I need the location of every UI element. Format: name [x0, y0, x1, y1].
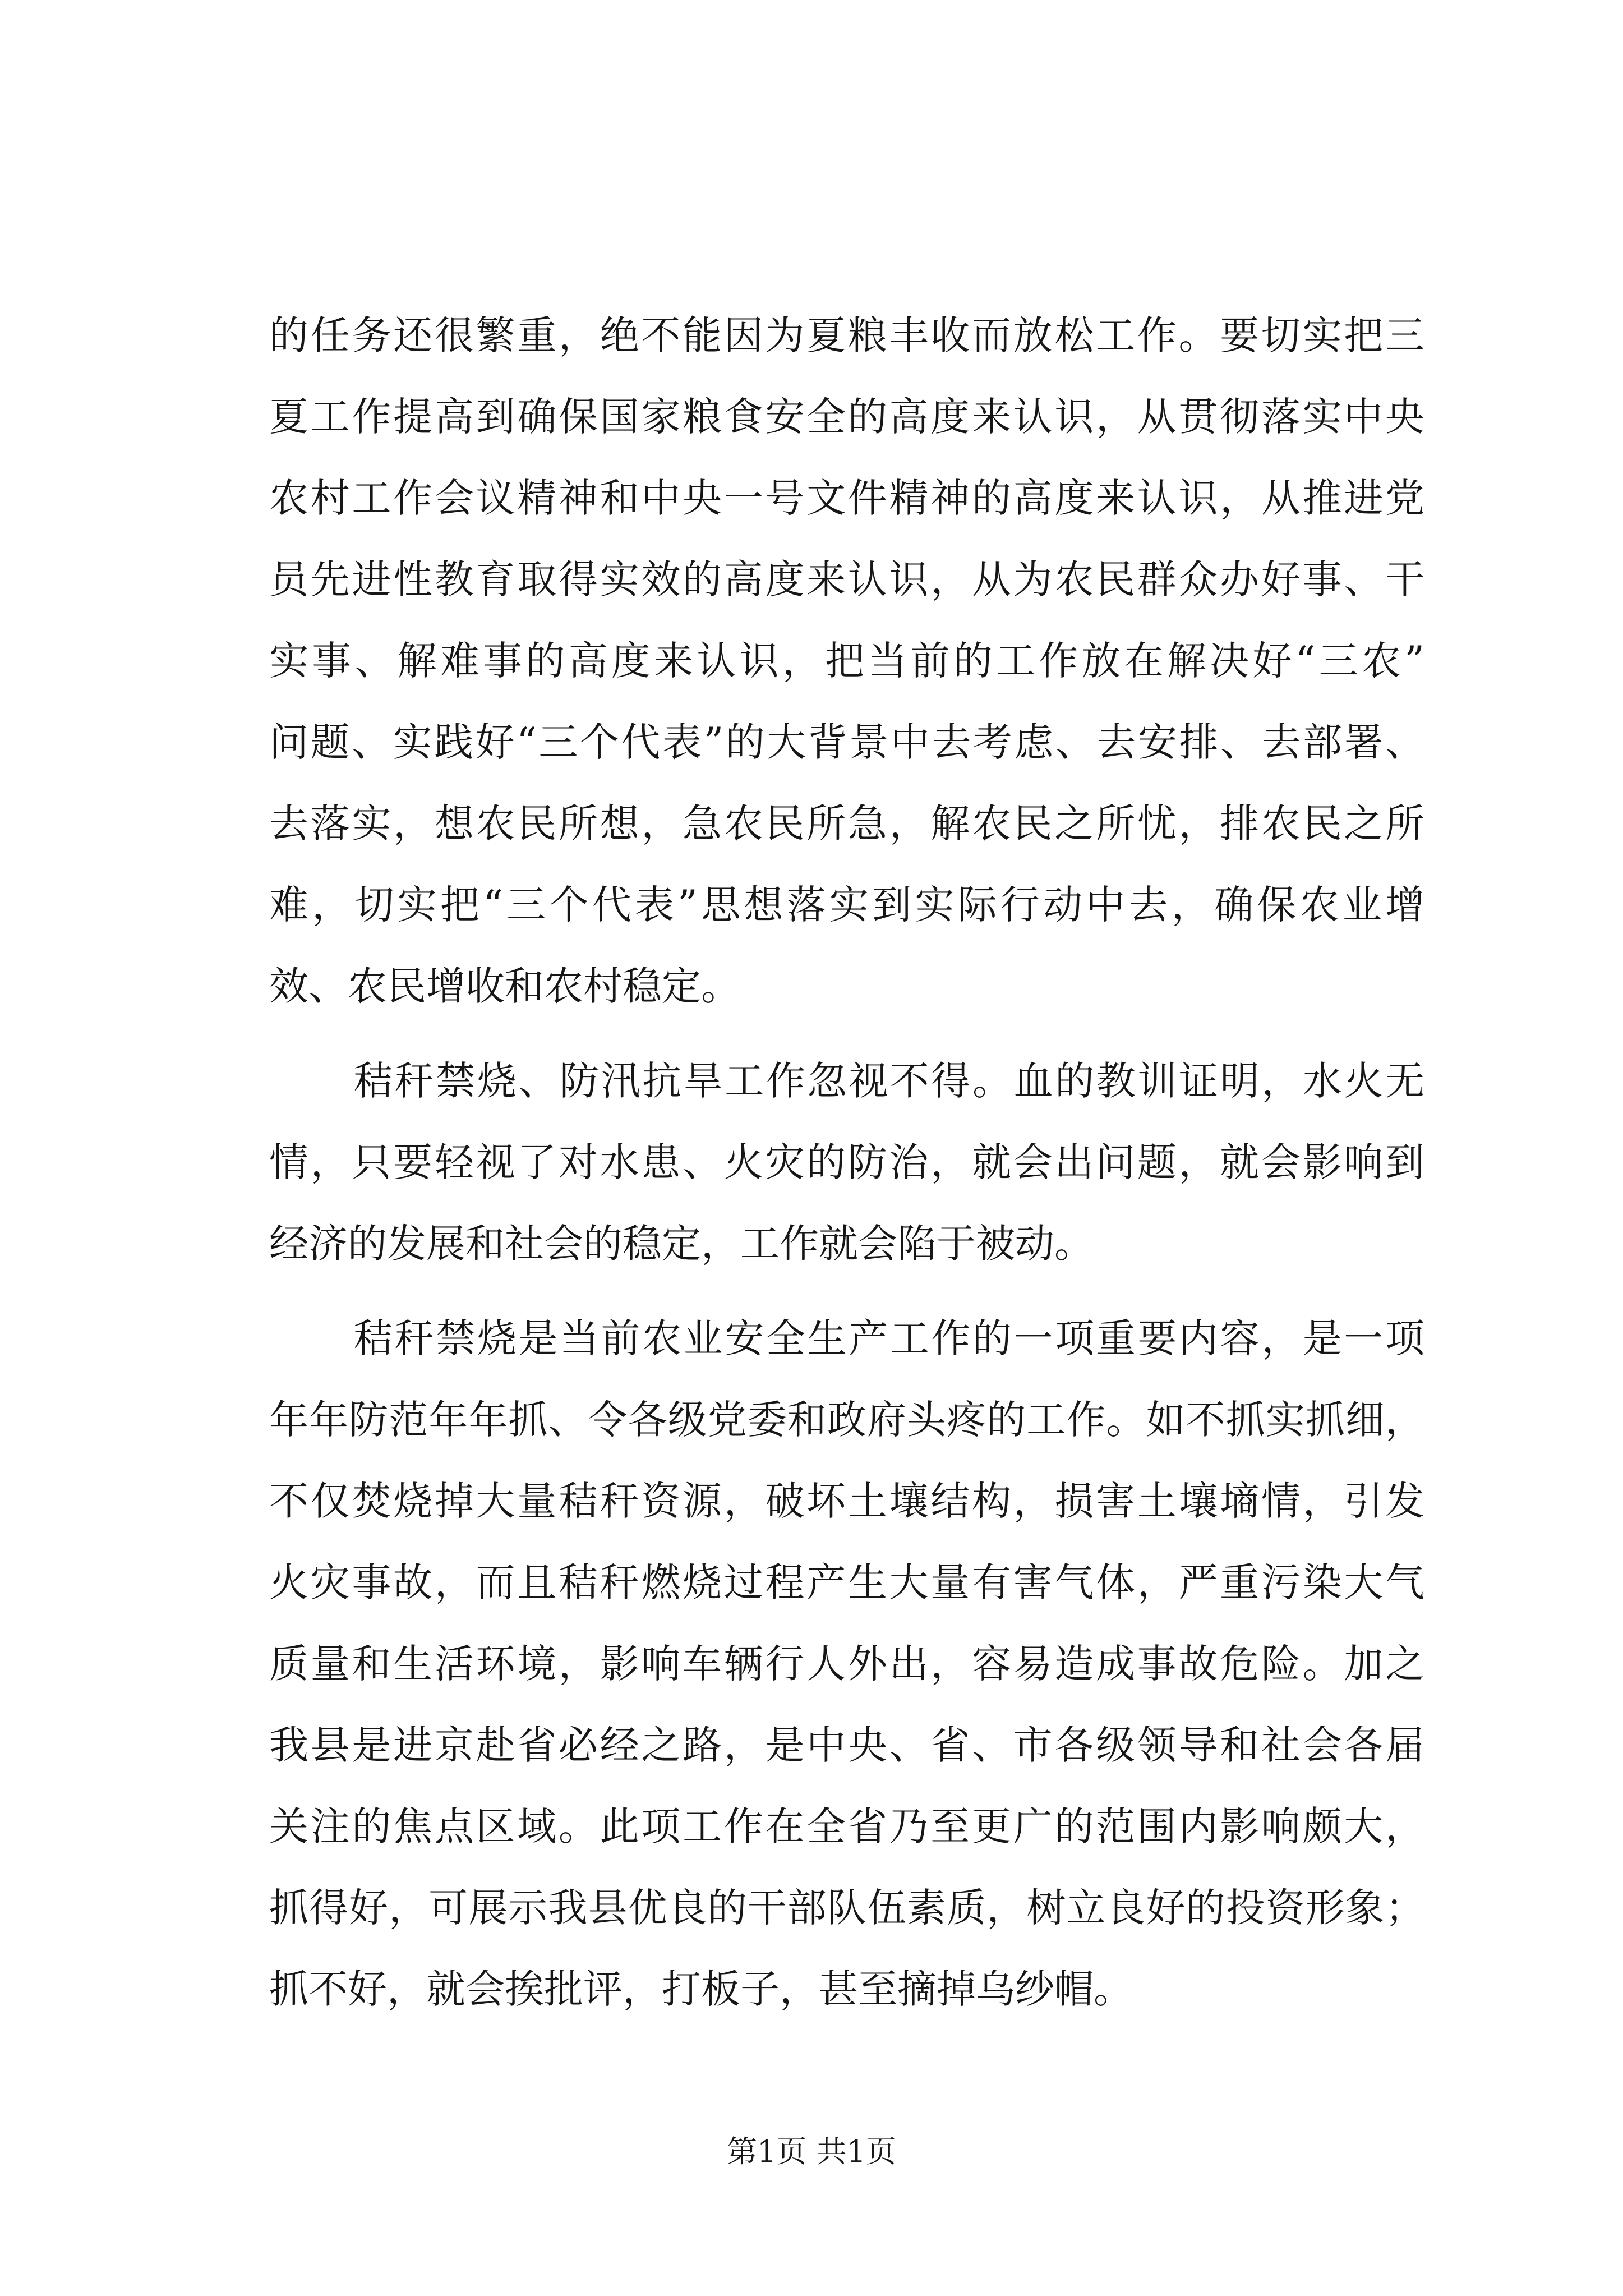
text-line: 效、农民增收和农村稳定。 — [269, 963, 740, 1009]
text-line: 问题、实践好“三个代表”的大背景中去考虑、去安排、去部署、 — [269, 719, 1424, 765]
text-line: 的任务还很繁重，绝不能因为夏粮丰收而放松工作。要切实把三 — [269, 312, 1424, 358]
text-line: 火灾事故，而且秸秆燃烧过程产生大量有害气体，严重污染大气 — [269, 1559, 1424, 1605]
paragraph — [269, 295, 1424, 1027]
page-footer: 第1页 共1页 — [727, 2134, 896, 2169]
paragraph — [269, 1041, 1424, 1285]
text-line: 关注的焦点区域。此项工作在全省乃至更广的范围内影响颇大， — [269, 1803, 1424, 1849]
text-line: 农村工作会议精神和中央一号文件精神的高度来认识，从推进党 — [269, 475, 1424, 521]
document-body — [269, 295, 1424, 2030]
text-line: 不仅焚烧掉大量秸秆资源，破坏土壤结构，损害土壤墒情，引发 — [269, 1478, 1424, 1524]
text-line: 抓得好，可展示我县优良的干部队伍素质，树立良好的投资形象； — [269, 1885, 1424, 1931]
paragraph — [269, 1298, 1424, 2030]
text-line: 经济的发展和社会的稳定，工作就会陷于被动。 — [269, 1221, 1094, 1267]
text-line: 员先进性教育取得实效的高度来认识，从为农民群众办好事、干 — [269, 556, 1424, 602]
text-line: 秸秆禁烧是当前农业安全生产工作的一项重要内容，是一项 — [353, 1315, 1424, 1361]
text-line: 夏工作提高到确保国家粮食安全的高度来认识，从贯彻落实中央 — [269, 394, 1424, 440]
text-line: 抓不好，就会挨批评，打板子，甚至摘掉乌纱帽。 — [269, 1966, 1133, 2012]
text-line: 我县是进京赴省必经之路，是中央、省、市各级领导和社会各届 — [269, 1722, 1424, 1768]
text-line: 实事、解难事的高度来认识，把当前的工作放在解决好“三农” — [269, 638, 1424, 684]
text-line: 年年防范年年抓、令各级党委和政府头疼的工作。如不抓实抓细， — [269, 1397, 1424, 1443]
text-line: 秸秆禁烧、防汛抗旱工作忽视不得。血的教训证明，水火无 — [353, 1058, 1424, 1104]
text-line: 质量和生活环境，影响车辆行人外出，容易造成事故危险。加之 — [269, 1641, 1424, 1687]
text-line: 去落实，想农民所想，急农民所急，解农民之所忧，排农民之所 — [269, 800, 1424, 846]
text-line: 难，切实把“三个代表”思想落实到实际行动中去，确保农业增 — [269, 882, 1424, 928]
text-line: 情，只要轻视了对水患、火灾的防治，就会出问题，就会影响到 — [269, 1139, 1424, 1185]
